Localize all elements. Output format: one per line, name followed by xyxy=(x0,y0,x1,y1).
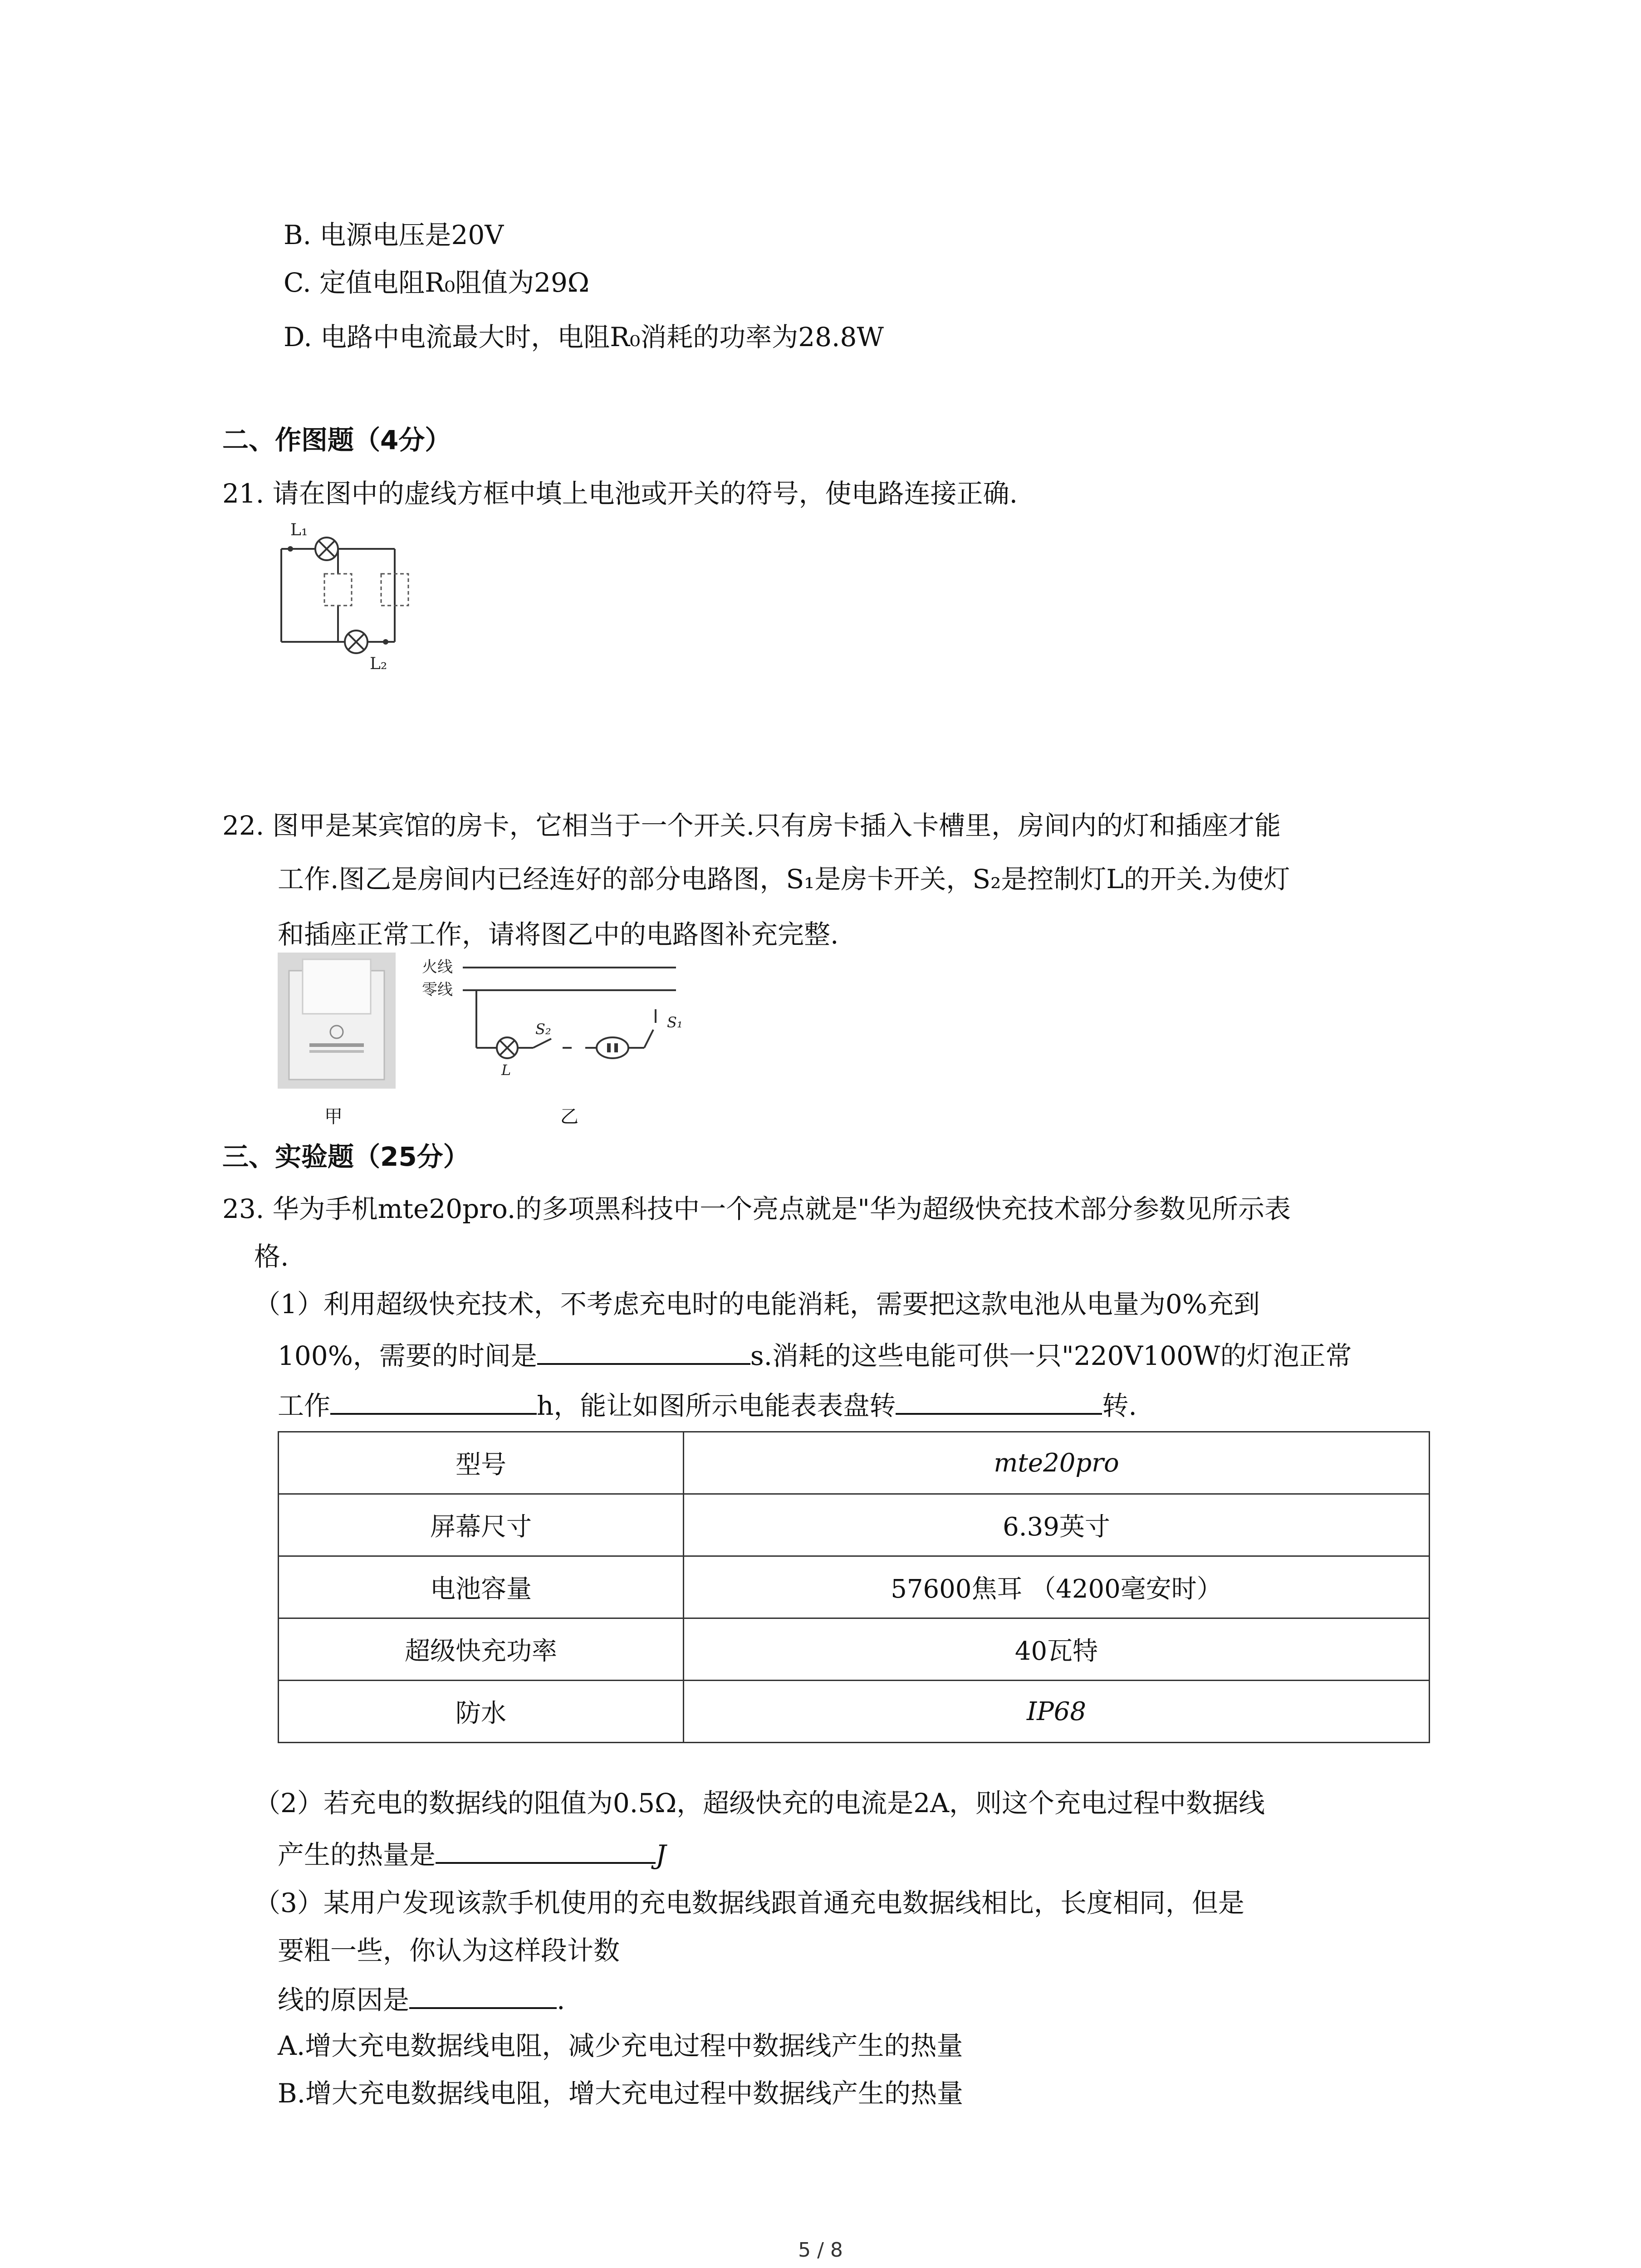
section-title-experiment: 三、实验题（25分） xyxy=(222,1141,470,1172)
caption-jia: 甲 xyxy=(324,1106,343,1127)
table-cell-value: 40瓦特 xyxy=(684,1618,1430,1681)
room-circuit-figure xyxy=(422,955,703,1091)
q21-text: 21. 请在图中的虚线方框中填上电池或开关的符号，使电路连接正确. xyxy=(222,478,1018,509)
label-s2: S₂ xyxy=(535,1021,551,1038)
q23-option-b: B.增大充电数据线电阻，增大充电过程中数据线产生的热量 xyxy=(278,2078,964,2109)
option-b: B. 电源电压是20V xyxy=(284,220,504,250)
q23-p3-line3 xyxy=(278,1980,565,2018)
q23-p2-line2-b: J xyxy=(656,1839,666,1870)
q23-line1: 23. 华为手机mte20pro.的多项黑科技中一个亮点就是"华为超级快充技术部分参数见所示表 xyxy=(222,1193,1291,1224)
q23-line2: 格. xyxy=(254,1241,289,1272)
table-row xyxy=(279,1432,1430,1494)
q21-circuit-figure xyxy=(272,515,436,678)
answer-blank-revolutions[interactable] xyxy=(896,1386,1102,1415)
table-cell-value: mte20pro xyxy=(684,1432,1430,1494)
q23-p1-line3-c: 转. xyxy=(1102,1390,1137,1421)
q23-p2-line2 xyxy=(278,1835,666,1873)
q23-option-a: A.增大充电数据线电阻，减少充电过程中数据线产生的热量 xyxy=(278,2030,963,2061)
q23-p1-line3 xyxy=(278,1386,1137,1424)
q23-p1-line2-a: 100%，需要的时间是 xyxy=(278,1340,537,1371)
q23-p2-line2-a: 产生的热量是 xyxy=(278,1839,436,1870)
answer-blank-time[interactable] xyxy=(537,1336,750,1365)
q23-p3-line1: （3）某用户发现该款手机使用的充电数据线跟首通充电数据线相比，长度相同，但是 xyxy=(254,1887,1244,1918)
label-l1: L₁ xyxy=(290,521,308,539)
phone-parameter-table xyxy=(278,1431,1430,1743)
label-s1: S₁ xyxy=(667,1014,683,1031)
label-fire-line: 火线 xyxy=(422,958,453,976)
caption-yi: 乙 xyxy=(560,1106,578,1127)
q23-p3-line2: 要粗一些，你认为这样段计数 xyxy=(278,1935,620,1966)
q22-line2: 工作.图乙是房间内已经连好的部分电路图，S₁是房卡开关，S₂是控制灯L的开关.为使灯 xyxy=(278,864,1290,894)
table-cell-label: 屏幕尺寸 xyxy=(279,1494,684,1556)
q23-p1-line2-b: s.消耗的这些电能可供一只"220V100W的灯泡正常 xyxy=(750,1340,1352,1371)
answer-blank-hours[interactable] xyxy=(330,1386,537,1415)
answer-blank-reason[interactable] xyxy=(409,1980,557,2009)
label-zero-line: 零线 xyxy=(422,981,453,999)
table-row xyxy=(279,1681,1430,1743)
label-l2: L₂ xyxy=(370,655,387,673)
option-c: C. 定值电阻R₀阻值为29Ω xyxy=(284,267,589,298)
table-cell-label: 型号 xyxy=(279,1432,684,1494)
table-row xyxy=(279,1494,1430,1556)
q23-p1-line3-b: h，能让如图所示电能表表盘转 xyxy=(537,1390,896,1421)
section-title-drawing: 二、作图题（4分） xyxy=(222,425,451,455)
table-cell-value: 6.39英寸 xyxy=(684,1494,1430,1556)
table-row xyxy=(279,1556,1430,1618)
room-card-photo xyxy=(278,953,396,1089)
table-cell-label: 超级快充功率 xyxy=(279,1618,684,1681)
q23-p1-line2 xyxy=(278,1336,1352,1374)
table-cell-value: IP68 xyxy=(684,1681,1430,1743)
label-lamp-l: L xyxy=(501,1061,511,1079)
answer-blank-heat[interactable] xyxy=(436,1835,656,1864)
q23-p1-line3-a: 工作 xyxy=(278,1390,331,1421)
table-cell-label: 电池容量 xyxy=(279,1556,684,1618)
q23-p3-line3-b: . xyxy=(557,1984,565,2015)
page-number: 5 / 8 xyxy=(798,2239,843,2262)
option-d: D. 电路中电流最大时，电阻R₀消耗的功率为28.8W xyxy=(284,322,884,352)
q23-p2-line1: （2）若充电的数据线的阻值为0.5Ω，超级快充的电流是2A，则这个充电过程中数据线 xyxy=(254,1788,1265,1818)
table-row xyxy=(279,1618,1430,1681)
q22-line3: 和插座正常工作，请将图乙中的电路图补充完整. xyxy=(278,919,839,950)
table-cell-value: 57600焦耳 （4200毫安时） xyxy=(684,1556,1430,1618)
table-cell-label: 防水 xyxy=(279,1681,684,1743)
q23-p3-line3-a: 线的原因是 xyxy=(278,1984,410,2015)
q22-line1: 22. 图甲是某宾馆的房卡，它相当于一个开关.只有房卡插入卡槽里，房间内的灯和插座才能 xyxy=(222,810,1281,841)
q23-p1-line1: （1）利用超级快充技术，不考虑充电时的电能消耗，需要把这款电池从电量为0%充到 xyxy=(254,1289,1260,1320)
